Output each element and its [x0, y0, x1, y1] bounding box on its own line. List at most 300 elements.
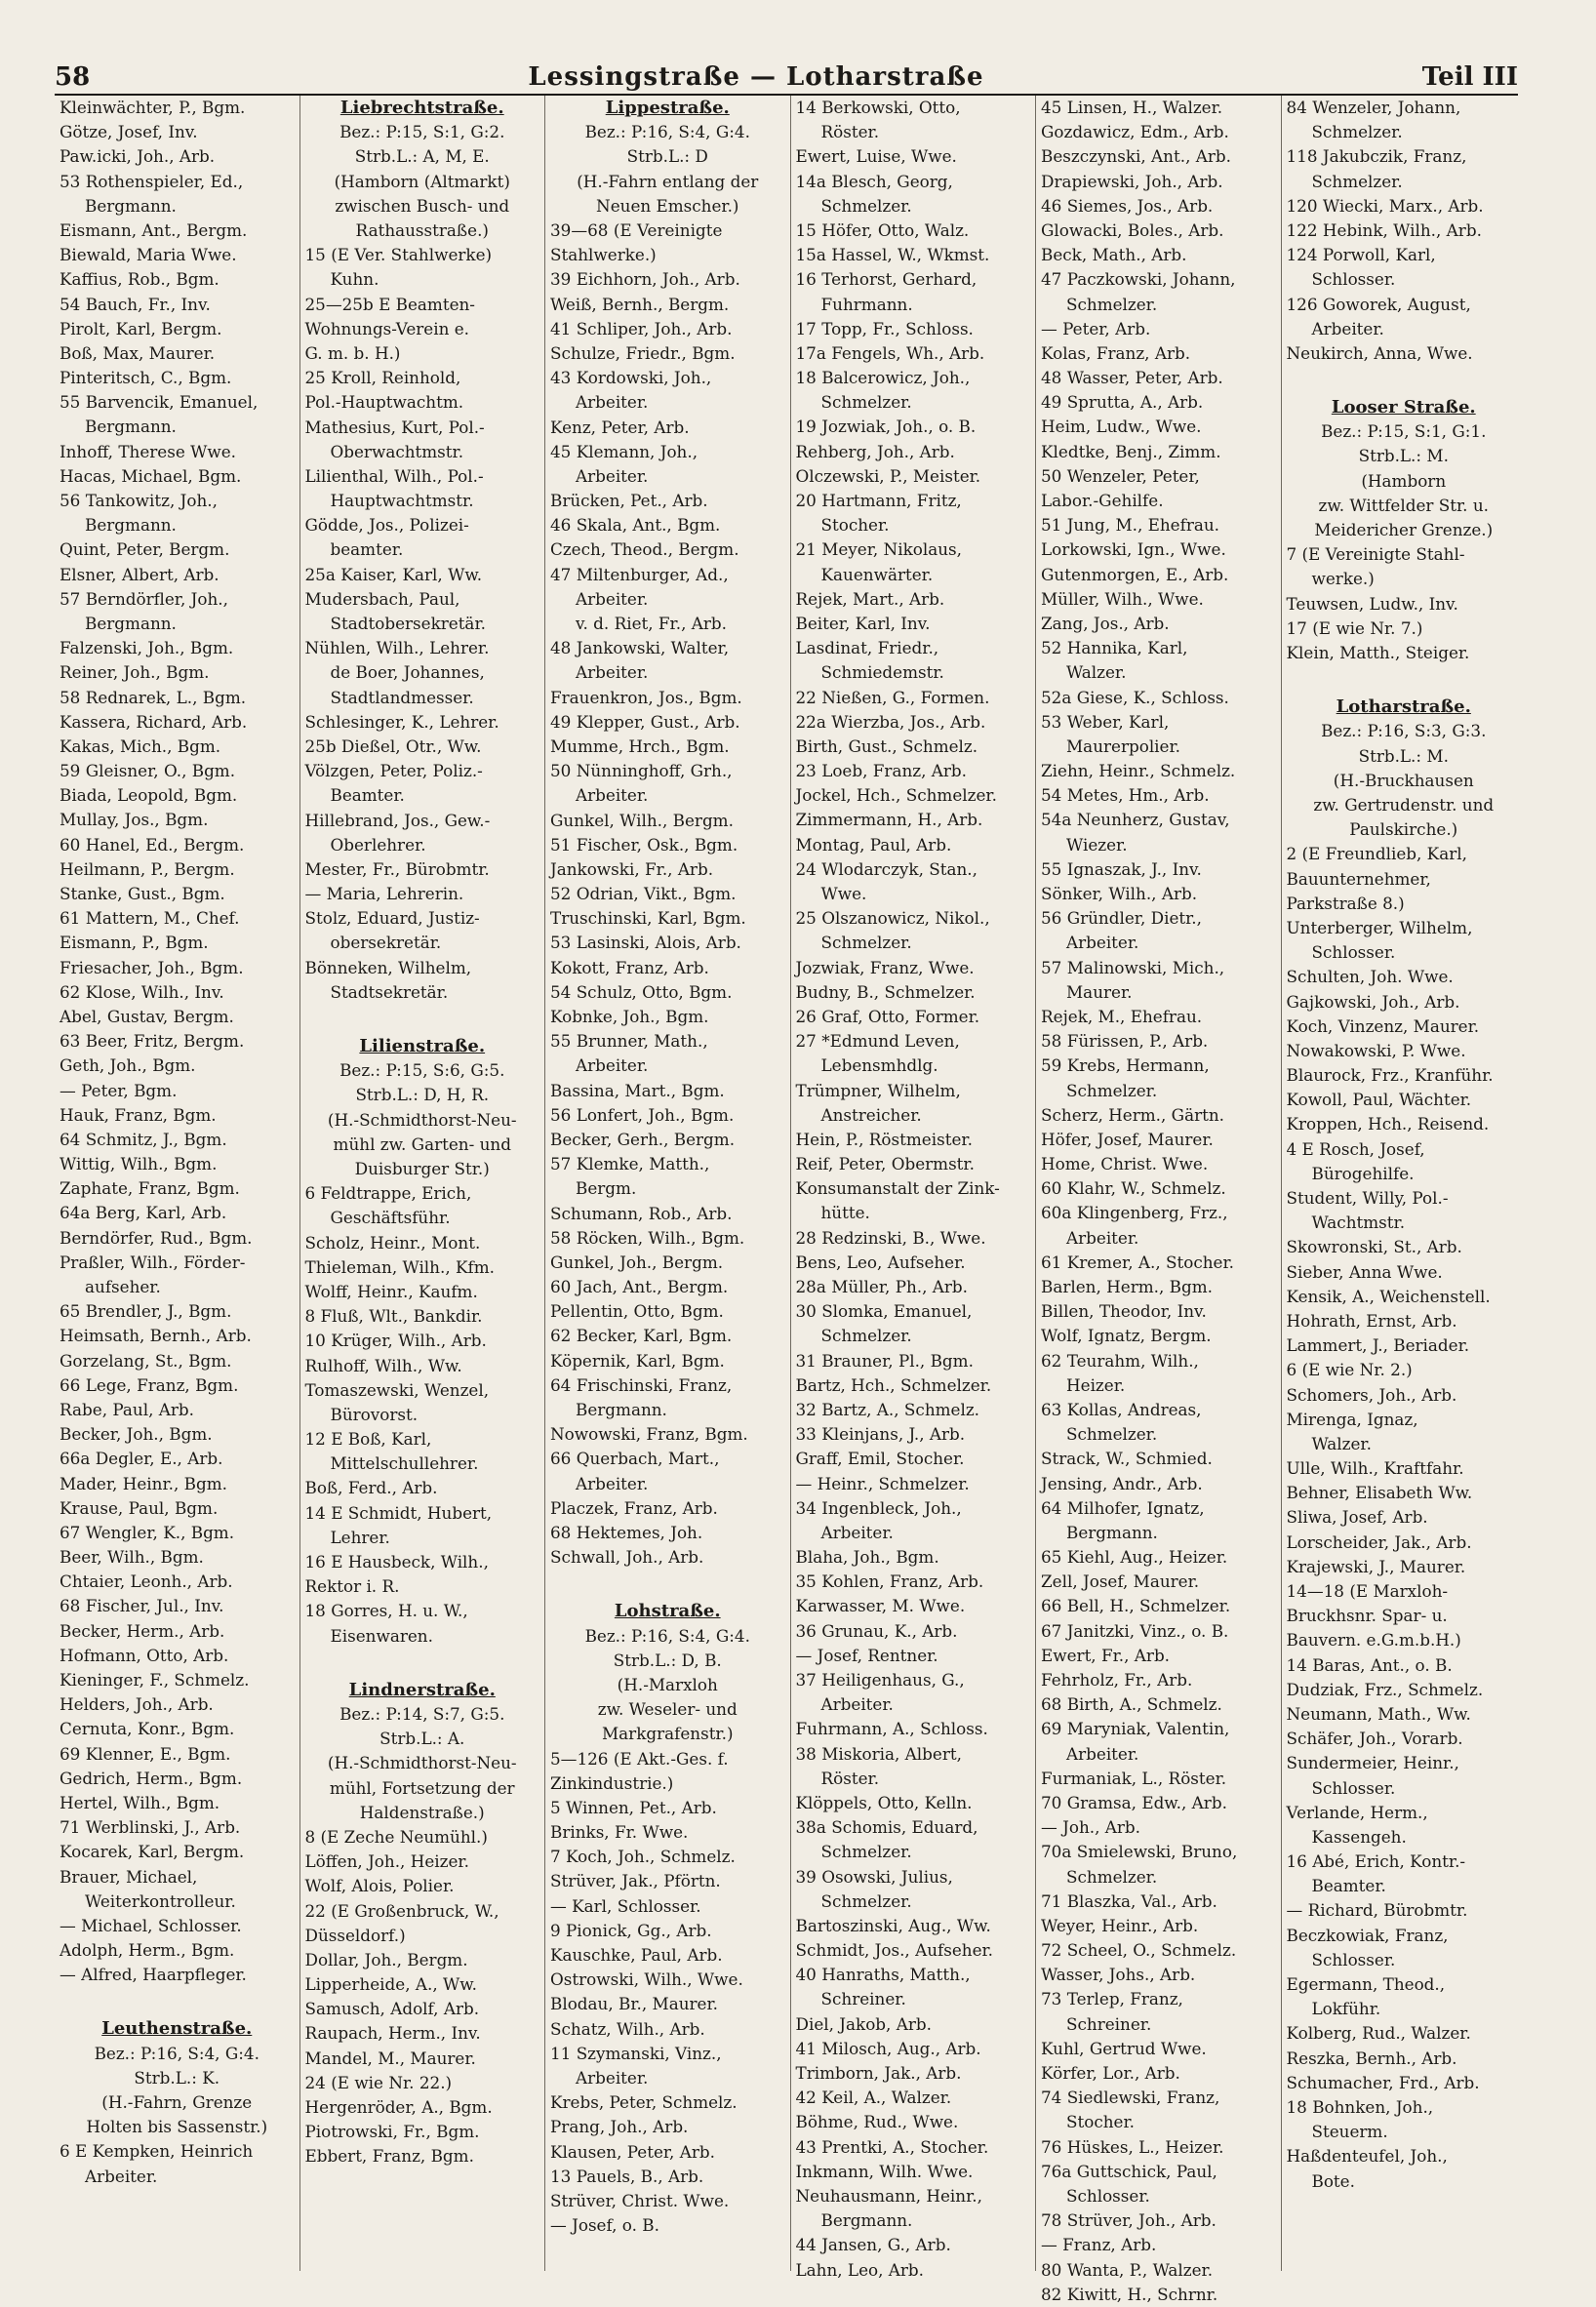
- resident-entry: 48 Wasser, Peter, Arb.: [1041, 368, 1223, 388]
- resident-entry: Sliwa, Josef, Arb.: [1286, 1507, 1428, 1528]
- resident-entry: 47 Miltenburger, Ad.,: [550, 564, 729, 584]
- resident-entry: Steuerm.: [1311, 2122, 1388, 2142]
- resident-entry: 24 Wlodarczyk, Stan.,: [795, 858, 978, 879]
- resident-entry: Trimborn, Jak., Arb.: [795, 2063, 962, 2083]
- resident-entry: Bergmann.: [1066, 1522, 1158, 1542]
- street-heading: Leuthenstraße.: [101, 2018, 253, 2040]
- street-district-info: Bez.: P:15, S:6, G:5.: [339, 1060, 505, 1081]
- resident-entry: Wolf, Ignatz, Bergm.: [1041, 1326, 1212, 1346]
- resident-entry: 36 Grunau, K., Arb.: [795, 1620, 958, 1641]
- resident-entry: Prang, Joh., Arb.: [550, 2117, 689, 2137]
- resident-entry: 25 Kroll, Reinhold,: [304, 368, 461, 388]
- resident-entry: — Maria, Lehrerin.: [304, 884, 464, 904]
- resident-entry: Brücken, Pet., Arb.: [550, 491, 708, 511]
- resident-entry: Lehrer.: [330, 1527, 390, 1547]
- street-location-note: (H.-Fahrn entlang der: [577, 171, 759, 191]
- resident-entry: 56 Lonfert, Joh., Bgm.: [550, 1104, 735, 1125]
- resident-entry: Unterberger, Wilhelm,: [1286, 917, 1473, 937]
- resident-entry: Rejek, Mart., Arb.: [795, 588, 945, 609]
- resident-entry: Strüver, Christ. Wwe.: [550, 2190, 730, 2210]
- resident-entry: Hein, P., Röstmeister.: [795, 1129, 973, 1149]
- resident-entry: 20 Hartmann, Fritz,: [795, 491, 962, 510]
- resident-entry: 53 Rothenspieler, Ed.,: [60, 171, 244, 191]
- resident-entry: Stadtobersekretär.: [330, 614, 486, 634]
- resident-entry: Lasdinat, Friedr.,: [795, 638, 939, 658]
- resident-entry: 6 Feldtrappe, Erich,: [304, 1183, 472, 1204]
- resident-entry: 45 Linsen, H., Walzer.: [1041, 98, 1223, 117]
- resident-entry: 25a Kaiser, Karl, Ww.: [304, 564, 483, 584]
- street-heading: Lohstraße.: [614, 1601, 721, 1622]
- street-heading: Lippestraße.: [605, 98, 730, 118]
- resident-entry: Ostrowski, Wilh., Wwe.: [550, 1969, 743, 1990]
- resident-entry: 38 Miskoria, Albert,: [795, 1743, 962, 1764]
- resident-entry: 52 Odrian, Vikt., Bgm.: [550, 884, 737, 904]
- resident-entry: Glowacki, Boles., Arb.: [1041, 219, 1224, 240]
- resident-entry: 126 Goworek, August,: [1286, 294, 1471, 314]
- resident-entry: Gorzelang, St., Bgm.: [60, 1350, 232, 1371]
- resident-entry: 62 Teurahm, Wilh.,: [1041, 1350, 1199, 1371]
- resident-entry: 7 (E Vereinigte Stahl-: [1286, 544, 1465, 565]
- resident-entry: Parkstraße 8.): [1286, 893, 1405, 913]
- resident-entry: 84 Wenzeler, Johann,: [1286, 98, 1461, 117]
- resident-entry: Mudersbach, Paul,: [304, 588, 460, 609]
- resident-entry: v. d. Riet, Fr., Arb.: [576, 614, 727, 633]
- resident-entry: Beck, Math., Arb.: [1041, 245, 1187, 265]
- resident-entry: Schreiner.: [820, 1989, 906, 2009]
- resident-entry: 15a Hassel, W., Wkmst.: [795, 245, 990, 265]
- street-location-note: mühl zw. Garten- und: [333, 1134, 511, 1154]
- resident-entry: 44 Jansen, G., Arb.: [795, 2235, 951, 2255]
- resident-entry: Schmelzer.: [820, 1326, 912, 1346]
- resident-entry: 19 Jozwiak, Joh., o. B.: [795, 417, 977, 437]
- resident-entry: 57 Malinowski, Mich.,: [1041, 957, 1225, 977]
- resident-entry: Mandel, M., Maurer.: [304, 2048, 476, 2068]
- resident-entry: Gutenmorgen, E., Arb.: [1041, 564, 1229, 584]
- resident-entry: Schlesinger, K., Lehrer.: [304, 711, 499, 732]
- resident-entry: 55 Barvencik, Emanuel,: [60, 392, 259, 413]
- resident-entry: Kakas, Mich., Bgm.: [60, 736, 221, 756]
- resident-entry: 58 Röcken, Wilh., Bgm.: [550, 1227, 745, 1248]
- resident-entry: Konsumanstalt der Zink-: [795, 1178, 1000, 1199]
- page-part: Teil III: [1421, 62, 1518, 92]
- resident-entry: Wolff, Heinr., Kaufm.: [304, 1281, 478, 1301]
- resident-entry: Czech, Theod., Bergm.: [550, 539, 739, 560]
- street-location-note: (H.-Marxloh: [617, 1674, 718, 1694]
- resident-entry: 64 Milhofer, Ignatz,: [1041, 1497, 1205, 1518]
- resident-entry: Arbeiter.: [576, 1473, 649, 1493]
- resident-entry: Körfer, Lor., Arb.: [1041, 2063, 1180, 2083]
- street-location-note: zw. Gertrudenstr. und: [1313, 795, 1495, 815]
- resident-entry: 58 Rednarek, L., Bgm.: [60, 687, 247, 707]
- resident-entry: Gozdawicz, Edm., Arb.: [1041, 122, 1229, 142]
- resident-entry: Wittig, Wilh., Bgm.: [60, 1154, 218, 1174]
- street-district-info: Strb.L.: D, B.: [613, 1650, 722, 1670]
- resident-entry: Egermann, Theod.,: [1286, 1974, 1446, 1995]
- resident-entry: Schäfer, Joh., Vorarb.: [1286, 1729, 1463, 1749]
- resident-entry: 31 Brauner, Pl., Bgm.: [795, 1350, 974, 1371]
- resident-entry: Jensing, Andr., Arb.: [1041, 1473, 1203, 1493]
- resident-entry: Falzenski, Joh., Bgm.: [60, 638, 234, 658]
- resident-entry: Gunkel, Joh., Bergm.: [550, 1252, 724, 1272]
- resident-entry: 18 Bohnken, Joh.,: [1286, 2096, 1434, 2117]
- resident-entry: 50 Wenzeler, Peter,: [1041, 465, 1200, 486]
- resident-entry: Köpernik, Karl, Bgm.: [550, 1350, 725, 1371]
- resident-entry: Fuhrmann.: [820, 294, 913, 314]
- resident-entry: 25—25b E Beamten-: [304, 294, 475, 314]
- resident-entry: Arbeiter.: [576, 392, 649, 413]
- resident-entry: Beiter, Karl, Inv.: [795, 613, 931, 633]
- resident-entry: 70 Gramsa, Edw., Arb.: [1041, 1792, 1227, 1812]
- resident-entry: Schmelzer.: [1311, 122, 1403, 142]
- resident-entry: Kassengeh.: [1311, 1826, 1407, 1847]
- resident-entry: obersekretär.: [330, 933, 442, 953]
- resident-entry: Teuwsen, Ludw., Inv.: [1286, 593, 1458, 614]
- resident-entry: 63 Beer, Fritz, Bergm.: [60, 1031, 245, 1052]
- resident-entry: Hertel, Wilh., Bgm.: [60, 1792, 220, 1812]
- resident-entry: Ebbert, Franz, Bgm.: [304, 2146, 474, 2167]
- resident-entry: 54 Bauch, Fr., Inv.: [60, 294, 211, 314]
- resident-entry: 56 Gründler, Dietr.,: [1041, 908, 1202, 929]
- resident-entry: Hillebrand, Jos., Gew.-: [304, 810, 491, 830]
- resident-entry: Maurer.: [1066, 981, 1133, 1002]
- resident-entry: 40 Hanraths, Matth.,: [795, 1965, 971, 1985]
- resident-entry: Wohnungs-Verein e.: [304, 318, 469, 338]
- resident-entry: Scherz, Herm., Gärtn.: [1041, 1104, 1224, 1125]
- resident-entry: Berndörfer, Rud., Bgm.: [60, 1227, 253, 1248]
- resident-entry: Schmelzer.: [820, 933, 912, 953]
- resident-entry: 73 Terlep, Franz,: [1041, 1989, 1183, 2009]
- resident-entry: Kroppen, Hch., Reisend.: [1286, 1114, 1490, 1134]
- resident-entry: 27 *Edmund Leven,: [795, 1031, 960, 1052]
- resident-entry: Hofmann, Otto, Arb.: [60, 1645, 229, 1665]
- resident-entry: Bergmann.: [85, 417, 177, 437]
- resident-entry: Blodau, Br., Maurer.: [550, 1994, 718, 2014]
- street-location-note: (H.-Bruckhausen: [1333, 770, 1474, 790]
- resident-entry: Röster.: [820, 122, 880, 142]
- resident-entry: 62 Klose, Wilh., Inv.: [60, 981, 224, 1002]
- resident-entry: Barlen, Herm., Bgm.: [1041, 1277, 1213, 1296]
- resident-entry: 71 Blaszka, Val., Arb.: [1041, 1890, 1217, 1911]
- resident-entry: Billen, Theodor, Inv.: [1041, 1301, 1207, 1322]
- resident-entry: Schreiner.: [1066, 2013, 1152, 2034]
- resident-entry: Bartoszinski, Aug., Ww.: [795, 1915, 991, 1935]
- resident-entry: Bergmann.: [820, 2210, 913, 2231]
- street-location-note: Rathausstraße.): [355, 220, 489, 240]
- resident-entry: Hauptwachtmstr.: [330, 491, 474, 511]
- resident-entry: Anstreicher.: [820, 1104, 922, 1125]
- resident-entry: Reszka, Bernh., Arb.: [1286, 2048, 1457, 2068]
- resident-entry: Lebensmhdlg.: [820, 1055, 938, 1076]
- resident-entry: Müller, Wilh., Wwe.: [1041, 588, 1204, 609]
- street-district-info: Strb.L.: A.: [379, 1729, 465, 1749]
- resident-entry: 41 Milosch, Aug., Arb.: [795, 2038, 981, 2058]
- resident-entry: Behner, Elisabeth Ww.: [1286, 1483, 1473, 1503]
- resident-entry: Wwe.: [820, 884, 867, 903]
- resident-entry: Helders, Joh., Arb.: [60, 1694, 214, 1715]
- resident-entry: 14 Baras, Ant., o. B.: [1286, 1654, 1453, 1675]
- resident-entry: 64a Berg, Karl, Arb.: [60, 1203, 227, 1223]
- street-location-note: zw. Wittfelder Str. u.: [1318, 495, 1489, 515]
- resident-entry: Heimsath, Bernh., Arb.: [60, 1326, 252, 1346]
- resident-entry: Ziehn, Heinr., Schmelz.: [1041, 761, 1236, 781]
- resident-entry: Mullay, Jos., Bgm.: [60, 810, 209, 830]
- resident-entry: Samusch, Adolf, Arb.: [304, 1999, 480, 2019]
- resident-entry: Kowoll, Paul, Wächter.: [1286, 1090, 1472, 1110]
- resident-entry: Schmidt, Jos., Aufseher.: [795, 1940, 994, 1961]
- resident-entry: Schlosser.: [1311, 1777, 1396, 1798]
- resident-entry: 66 Bell, H., Schmelzer.: [1041, 1596, 1231, 1616]
- resident-entry: 14a Blesch, Georg,: [795, 171, 953, 191]
- resident-entry: Lorkowski, Ign., Wwe.: [1041, 539, 1226, 560]
- resident-entry: 56 Tankowitz, Joh.,: [60, 491, 218, 510]
- resident-entry: Brauer, Michael,: [60, 1866, 198, 1887]
- resident-entry: Schulten, Joh. Wwe.: [1286, 967, 1454, 987]
- resident-entry: Reiner, Joh., Bgm.: [60, 662, 210, 683]
- resident-entry: 7 Koch, Joh., Schmelz.: [550, 1847, 736, 1867]
- resident-entry: Ewert, Luise, Wwe.: [795, 146, 957, 167]
- resident-entry: Furmaniak, L., Röster.: [1041, 1768, 1227, 1788]
- resident-entry: — Peter, Arb.: [1041, 318, 1151, 338]
- resident-entry: Beer, Wilh., Bgm.: [60, 1547, 204, 1568]
- resident-entry: Kauenwärter.: [820, 564, 934, 584]
- resident-entry: 60a Klingenberg, Frz.,: [1041, 1203, 1228, 1223]
- street-location-note: Neuen Emscher.): [596, 195, 739, 216]
- resident-entry: 61 Kremer, A., Stocher.: [1041, 1252, 1234, 1272]
- resident-entry: — Michael, Schlosser.: [60, 1915, 242, 1935]
- resident-entry: 118 Jakubczik, Franz,: [1286, 146, 1467, 167]
- resident-entry: 62 Becker, Karl, Bgm.: [550, 1326, 733, 1346]
- resident-entry: hütte.: [820, 1203, 870, 1223]
- resident-entry: Ulle, Wilh., Kraftfahr.: [1286, 1458, 1464, 1479]
- resident-entry: Heizer.: [1066, 1374, 1126, 1395]
- column-5: [1035, 96, 1281, 2304]
- resident-entry: 46 Skala, Ant., Bgm.: [550, 515, 721, 536]
- resident-entry: Zaphate, Franz, Bgm.: [60, 1178, 240, 1199]
- resident-entry: Arbeiter.: [576, 785, 649, 806]
- resident-entry: Inkmann, Wilh. Wwe.: [795, 2161, 974, 2181]
- resident-entry: Schwall, Joh., Arb.: [550, 1547, 704, 1568]
- resident-entry: 66a Degler, E., Arb.: [60, 1449, 223, 1469]
- resident-entry: 28 Redzinski, B., Wwe.: [795, 1227, 986, 1248]
- resident-entry: Olczewski, P., Meister.: [795, 465, 981, 486]
- resident-entry: 34 Ingenbleck, Joh.,: [795, 1497, 962, 1518]
- resident-entry: Lilienthal, Wilh., Pol.-: [304, 465, 484, 486]
- resident-entry: 51 Fischer, Osk., Bgm.: [550, 834, 738, 855]
- resident-entry: Hacas, Michael, Bgm.: [60, 465, 242, 486]
- resident-entry: 38a Schomis, Eduard,: [795, 1817, 978, 1838]
- resident-entry: Paw.icki, Joh., Arb.: [60, 146, 216, 167]
- resident-entry: 124 Porwoll, Karl,: [1286, 245, 1436, 265]
- resident-entry: 37 Heiligenhaus, G.,: [795, 1670, 965, 1690]
- column-3: [544, 96, 790, 2271]
- resident-entry: Arbeiter.: [576, 1055, 649, 1076]
- resident-entry: Student, Willy, Pol.-: [1286, 1188, 1449, 1209]
- resident-entry: Lipperheide, A., Ww.: [304, 1974, 477, 1995]
- resident-entry: 46 Siemes, Jos., Arb.: [1041, 195, 1214, 216]
- resident-entry: Trümpner, Wilhelm,: [795, 1080, 961, 1100]
- resident-entry: Pinteritsch, C., Bgm.: [60, 368, 232, 388]
- resident-entry: 8 Fluß, Wlt., Bankdir.: [304, 1306, 483, 1327]
- resident-entry: 57 Berndörfler, Joh.,: [60, 588, 228, 609]
- resident-entry: Becker, Gerh., Bergm.: [550, 1129, 736, 1149]
- resident-entry: 18 Gorres, H. u. W.,: [304, 1601, 468, 1621]
- resident-entry: Schlosser.: [1066, 2185, 1150, 2206]
- resident-entry: 2 (E Freundlieb, Karl,: [1286, 844, 1467, 864]
- resident-entry: Nühlen, Wilh., Lehrer.: [304, 638, 490, 658]
- resident-entry: Sönker, Wilh., Arb.: [1041, 884, 1198, 903]
- street-location-note: mühl, Fortsetzung der: [329, 1777, 515, 1798]
- resident-entry: Klöppels, Otto, Kelln.: [795, 1792, 973, 1812]
- resident-entry: Schmelzer.: [1066, 294, 1158, 314]
- resident-entry: 14—18 (E Marxloh-: [1286, 1581, 1449, 1602]
- resident-entry: Stadtlandmesser.: [330, 687, 474, 707]
- resident-entry: Kassera, Richard, Arb.: [60, 711, 248, 732]
- resident-entry: Heim, Ludw., Wwe.: [1041, 417, 1202, 437]
- resident-entry: Neukirch, Anna, Wwe.: [1286, 342, 1473, 363]
- resident-entry: 67 Wengler, K., Bgm.: [60, 1522, 235, 1542]
- resident-entry: Kocarek, Karl, Bergm.: [60, 1842, 245, 1862]
- resident-entry: Blaurock, Frz., Kranführ.: [1286, 1065, 1494, 1086]
- resident-entry: 12 E Boß, Karl,: [304, 1429, 432, 1450]
- street-location-note: Haldenstraße.): [359, 1802, 485, 1822]
- resident-entry: Schumacher, Frd., Arb.: [1286, 2072, 1480, 2092]
- resident-entry: Wolf, Alois, Polier.: [304, 1876, 455, 1896]
- resident-entry: 47 Paczkowski, Johann,: [1041, 269, 1236, 290]
- street-district-info: Strb.L.: A, M, E.: [354, 146, 490, 167]
- resident-entry: Biewald, Maria Wwe.: [60, 245, 237, 265]
- resident-entry: 4 E Rosch, Josef,: [1286, 1138, 1425, 1159]
- resident-entry: Oberwachtmstr.: [330, 441, 464, 461]
- resident-entry: 11 Szymanski, Vinz.,: [550, 2043, 722, 2063]
- resident-entry: 71 Werblinski, J., Arb.: [60, 1817, 241, 1838]
- resident-entry: 42 Keil, A., Walzer.: [795, 2088, 952, 2108]
- resident-entry: Schmelzer.: [1066, 1866, 1158, 1887]
- resident-entry: 68 Fischer, Jul., Inv.: [60, 1596, 224, 1616]
- street-district-info: Strb.L.: M.: [1358, 745, 1449, 766]
- page-number: 58: [55, 62, 91, 92]
- resident-entry: 14 Berkowski, Otto,: [795, 98, 961, 117]
- street-district-info: Strb.L.: K.: [134, 2067, 220, 2088]
- resident-entry: Krajewski, J., Maurer.: [1286, 1556, 1466, 1576]
- column-1: [55, 96, 299, 2271]
- resident-entry: Kuhl, Gertrud Wwe.: [1041, 2038, 1207, 2058]
- resident-entry: de Boer, Johannes,: [330, 662, 485, 683]
- resident-entry: Montag, Paul, Arb.: [795, 834, 952, 855]
- resident-entry: Friesacher, Joh., Bgm.: [60, 957, 244, 977]
- resident-entry: beamter.: [330, 539, 404, 560]
- street-district-info: Bez.: P:15, S:1, G:2.: [339, 122, 505, 142]
- resident-entry: — Heinr., Schmelzer.: [795, 1473, 970, 1493]
- resident-entry: 51 Jung, M., Ehefrau.: [1041, 515, 1219, 536]
- resident-entry: Boß, Max, Maurer.: [60, 342, 216, 363]
- resident-entry: Zimmermann, H., Arb.: [795, 810, 983, 830]
- resident-entry: Schmelzer.: [820, 1842, 912, 1862]
- street-location-note: (H.-Schmidthorst-Neu-: [327, 1109, 517, 1130]
- resident-entry: 33 Kleinjans, J., Arb.: [795, 1424, 966, 1445]
- resident-entry: Mirenga, Ignaz,: [1286, 1409, 1418, 1429]
- resident-entry: Jozwiak, Franz, Wwe.: [795, 957, 975, 977]
- resident-entry: Kieninger, F., Schmelz.: [60, 1670, 250, 1690]
- resident-entry: 22a Wierzba, Jos., Arb.: [795, 711, 986, 732]
- resident-entry: 55 Ignaszak, J., Inv.: [1041, 858, 1202, 879]
- resident-entry: Reif, Peter, Obermstr.: [795, 1154, 975, 1174]
- resident-entry: Bens, Leo, Aufseher.: [795, 1252, 966, 1272]
- resident-entry: Placzek, Franz, Arb.: [550, 1497, 718, 1518]
- resident-entry: Wachtmstr.: [1311, 1213, 1406, 1233]
- resident-entry: 5—126 (E Akt.-Ges. f.: [550, 1748, 729, 1769]
- resident-entry: Mittelschullehrer.: [330, 1453, 479, 1474]
- resident-entry: — Franz, Arb.: [1041, 2235, 1157, 2255]
- resident-entry: Arbeiter.: [576, 465, 649, 486]
- resident-entry: Böhme, Rud., Wwe.: [795, 2112, 959, 2132]
- street-location-note: (Hamborn: [1361, 470, 1447, 491]
- resident-entry: Jankowski, Fr., Arb.: [550, 858, 714, 879]
- resident-entry: Stadtsekretär.: [330, 981, 449, 1002]
- resident-entry: Arbeiter.: [1066, 1227, 1139, 1248]
- resident-entry: Bergmann.: [85, 613, 177, 633]
- resident-entry: Tomaszewski, Wenzel,: [304, 1379, 490, 1400]
- resident-entry: Rehberg, Joh., Arb.: [795, 441, 955, 461]
- resident-entry: Weiß, Bernh., Bergm.: [550, 294, 730, 314]
- resident-entry: Birth, Gust., Schmelz.: [795, 736, 978, 756]
- resident-entry: Bönneken, Wilhelm,: [304, 957, 472, 977]
- resident-entry: Bote.: [1311, 2170, 1355, 2191]
- resident-entry: 66 Querbach, Mart.,: [550, 1449, 720, 1469]
- resident-entry: Geschäftsführ.: [330, 1208, 451, 1228]
- street-location-note: Holten bis Sassenstr.): [86, 2117, 268, 2137]
- resident-entry: 52a Giese, K., Schloss.: [1041, 687, 1229, 707]
- resident-entry: — Karl, Schlosser.: [550, 1895, 701, 1916]
- resident-entry: Schmiedemstr.: [820, 662, 944, 683]
- resident-entry: Walzer.: [1311, 1433, 1372, 1453]
- street-location-note: Duisburger Str.): [354, 1159, 490, 1179]
- resident-entry: Karwasser, M. Wwe.: [795, 1596, 966, 1616]
- resident-entry: Skowronski, St., Arb.: [1286, 1237, 1462, 1257]
- resident-entry: Hohrath, Ernst, Arb.: [1286, 1310, 1457, 1331]
- resident-entry: Ewert, Fr., Arb.: [1041, 1645, 1171, 1665]
- resident-entry: Bergmann.: [85, 515, 177, 536]
- resident-entry: 54 Metes, Hm., Arb.: [1041, 785, 1210, 806]
- resident-entry: Diel, Jakob, Arb.: [795, 2013, 932, 2034]
- resident-entry: Pellentin, Otto, Bgm.: [550, 1301, 724, 1322]
- resident-entry: 69 Klenner, E., Bgm.: [60, 1743, 231, 1764]
- resident-entry: 5 Winnen, Pet., Arb.: [550, 1797, 717, 1817]
- resident-entry: 49 Sprutta, A., Arb.: [1041, 392, 1204, 413]
- resident-entry: Eismann, Ant., Bergm.: [60, 219, 248, 240]
- resident-entry: Krebs, Peter, Schmelz.: [550, 2092, 738, 2113]
- street-district-info: Strb.L.: M.: [1358, 446, 1449, 466]
- resident-entry: 120 Wiecki, Marx., Arb.: [1286, 195, 1484, 216]
- resident-entry: Kolas, Franz, Arb.: [1041, 342, 1191, 363]
- resident-entry: 82 Kiwitt, H., Schrnr.: [1041, 2284, 1218, 2304]
- resident-entry: 32 Bartz, A., Schmelz.: [795, 1399, 980, 1419]
- resident-entry: Gödde, Jos., Polizei-: [304, 515, 469, 536]
- resident-entry: 14 E Schmidt, Hubert,: [304, 1502, 493, 1523]
- street-district-info: Bez.: P:15, S:1, G:1.: [1321, 421, 1487, 442]
- resident-entry: Oberlehrer.: [330, 834, 426, 855]
- resident-entry: Schmelzer.: [1066, 1424, 1158, 1445]
- resident-entry: 16 E Hausbeck, Wilh.,: [304, 1552, 489, 1572]
- resident-entry: 70a Smielewski, Bruno,: [1041, 1842, 1238, 1862]
- resident-entry: Verlande, Herm.,: [1286, 1802, 1428, 1822]
- resident-entry: — Josef, o. B.: [550, 2215, 659, 2236]
- resident-entry: Bassina, Mart., Bgm.: [550, 1080, 725, 1100]
- resident-entry: Rabe, Paul, Arb.: [60, 1399, 194, 1419]
- resident-entry: Blaha, Joh., Bgm.: [795, 1547, 939, 1568]
- resident-entry: Becker, Joh., Bgm.: [60, 1424, 213, 1445]
- resident-entry: 54a Neunherz, Gustav,: [1041, 810, 1230, 830]
- resident-entry: Schlosser.: [1311, 269, 1396, 290]
